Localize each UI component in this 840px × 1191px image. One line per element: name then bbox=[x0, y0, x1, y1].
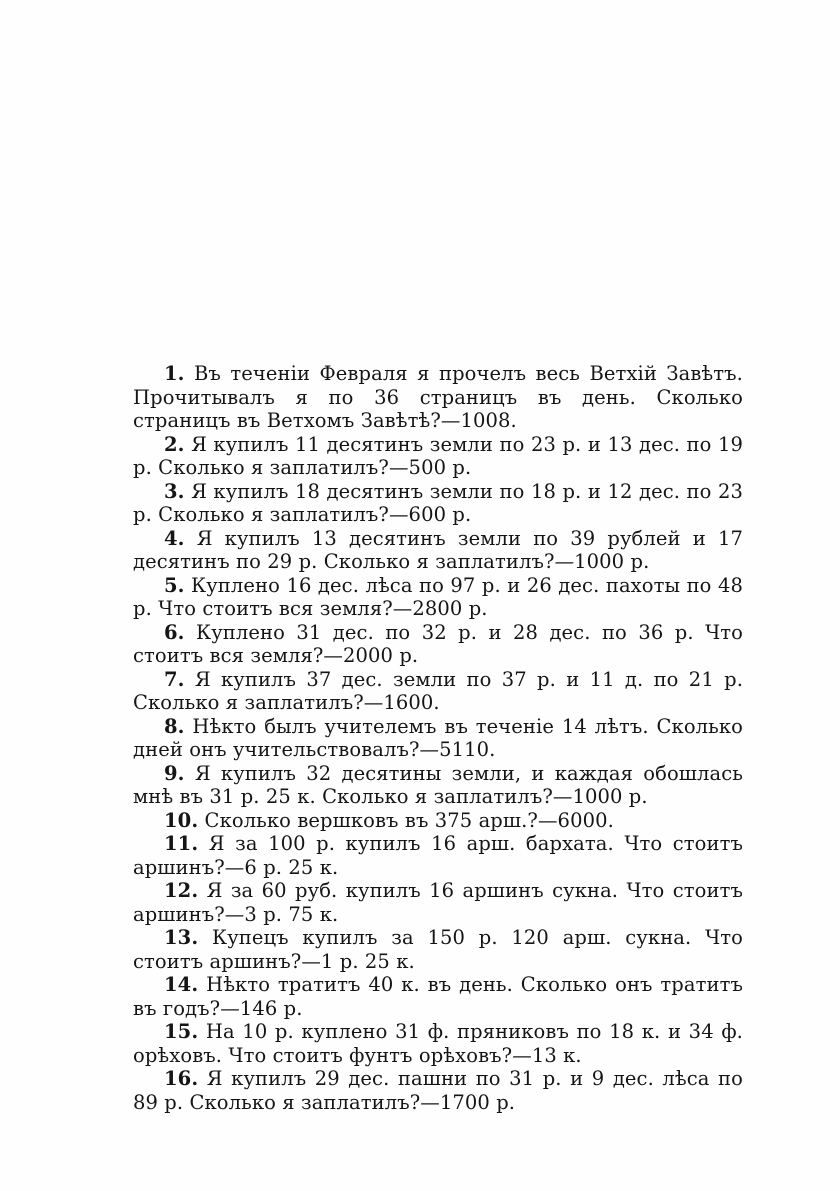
problem-item bbox=[133, 809, 743, 833]
problem-text: Я купилъ 29 дес. пашни по 31 р. и 9 дес. лѣса по 89 р. Сколько я заплатилъ?—1700 р. bbox=[133, 1067, 743, 1114]
problem-text: Въ теченіи Февраля я прочелъ весь Ветхій Завѣтъ. Прочитывалъ я по 36 страницъ въ день. Сколько страницъ въ Ветхомъ Завѣтѣ?—1008. bbox=[133, 362, 743, 432]
problem-item bbox=[133, 1067, 743, 1114]
problem-text: Нѣкто тратитъ 40 к. въ день. Сколько онъ тратитъ въ годъ?—146 р. bbox=[133, 973, 743, 1020]
problem-item bbox=[133, 668, 743, 715]
problem-item bbox=[133, 362, 743, 433]
problem-text: Куплено 16 дес. лѣса по 97 р. и 26 дес. пахоты по 48 р. Что стоитъ вся земля?—2800 р. bbox=[133, 573, 743, 620]
problem-text: Я за 100 р. купилъ 16 арш. бархата. Что стоитъ аршинъ?—6 р. 25 к. bbox=[133, 832, 743, 879]
problem-text: Я купилъ 11 десятинъ земли по 23 р. и 13 дес. по 19 р. Сколько я заплатилъ?—500 р. bbox=[133, 432, 743, 479]
problem-item bbox=[133, 621, 743, 668]
problem-text: Я купилъ 37 дес. земли по 37 р. и 11 д. по 21 р. Сколько я заплатилъ?—1600. bbox=[133, 667, 743, 714]
problem-number: 16. bbox=[164, 1067, 199, 1090]
problem-text: Я купилъ 18 десятинъ земли по 18 р. и 12 дес. по 23 р. Сколько я заплатилъ?—600 р. bbox=[133, 479, 743, 526]
problem-number: 7. bbox=[164, 667, 185, 691]
problem-text: Купецъ купилъ за 150 р. 120 арш. сукна. Что стоитъ аршинъ?—1 р. 25 к. bbox=[133, 926, 743, 973]
problem-item bbox=[133, 715, 743, 762]
problem-number: 8. bbox=[164, 714, 185, 738]
problem-item bbox=[133, 527, 743, 574]
problem-number: 11. bbox=[164, 832, 199, 855]
problem-text: Нѣкто былъ учителемъ въ теченіе 14 лѣтъ. Сколько дней онъ учительствовалъ?—5110. bbox=[133, 714, 743, 761]
problem-text: Я купилъ 32 десятины земли, и каждая обошлась мнѣ въ 31 р. 25 к. Сколько я заплатилъ?—1000 р. bbox=[133, 761, 743, 808]
problem-number: 13. bbox=[164, 926, 199, 949]
problem-item bbox=[133, 879, 743, 926]
problem-number: 15. bbox=[164, 1020, 199, 1043]
problem-item bbox=[133, 926, 743, 973]
problem-number: 12. bbox=[164, 879, 199, 902]
problem-item bbox=[133, 433, 743, 480]
problem-item bbox=[133, 973, 743, 1020]
problem-text: Я купилъ 13 десятинъ земли по 39 рублей и 17 десятинъ по 29 р. Сколько я заплатилъ?—1000 р. bbox=[133, 526, 743, 573]
problem-number: 3. bbox=[164, 479, 185, 503]
problem-number: 14. bbox=[164, 973, 199, 996]
problem-item bbox=[133, 762, 743, 809]
problem-item bbox=[133, 574, 743, 621]
problem-item bbox=[133, 1020, 743, 1067]
problem-number: 10. bbox=[164, 808, 199, 832]
problem-number: 2. bbox=[164, 432, 185, 456]
problem-number: 9. bbox=[164, 761, 185, 785]
problem-text: Сколько вершковъ въ 375 арш.?—6000. bbox=[204, 808, 614, 832]
problem-text: Куплено 31 дес. по 32 р. и 28 дес. по 36 р. Что стоитъ вся земля?—2000 р. bbox=[133, 620, 743, 667]
problem-number: 6. bbox=[164, 620, 185, 644]
problem-list bbox=[133, 362, 743, 1114]
problem-number: 1. bbox=[164, 362, 185, 385]
problem-number: 4. bbox=[164, 526, 185, 550]
problem-number: 5. bbox=[164, 573, 185, 597]
problem-item bbox=[133, 480, 743, 527]
problem-text: Я за 60 руб. купилъ 16 аршинъ сукна. Что стоитъ аршинъ?—3 р. 75 к. bbox=[133, 879, 743, 926]
problem-text: На 10 р. куплено 31 ф. пряниковъ по 18 к. и 34 ф. орѣховъ. Что стоитъ фунтъ орѣховъ?—13 к. bbox=[133, 1020, 743, 1067]
problem-item bbox=[133, 832, 743, 879]
